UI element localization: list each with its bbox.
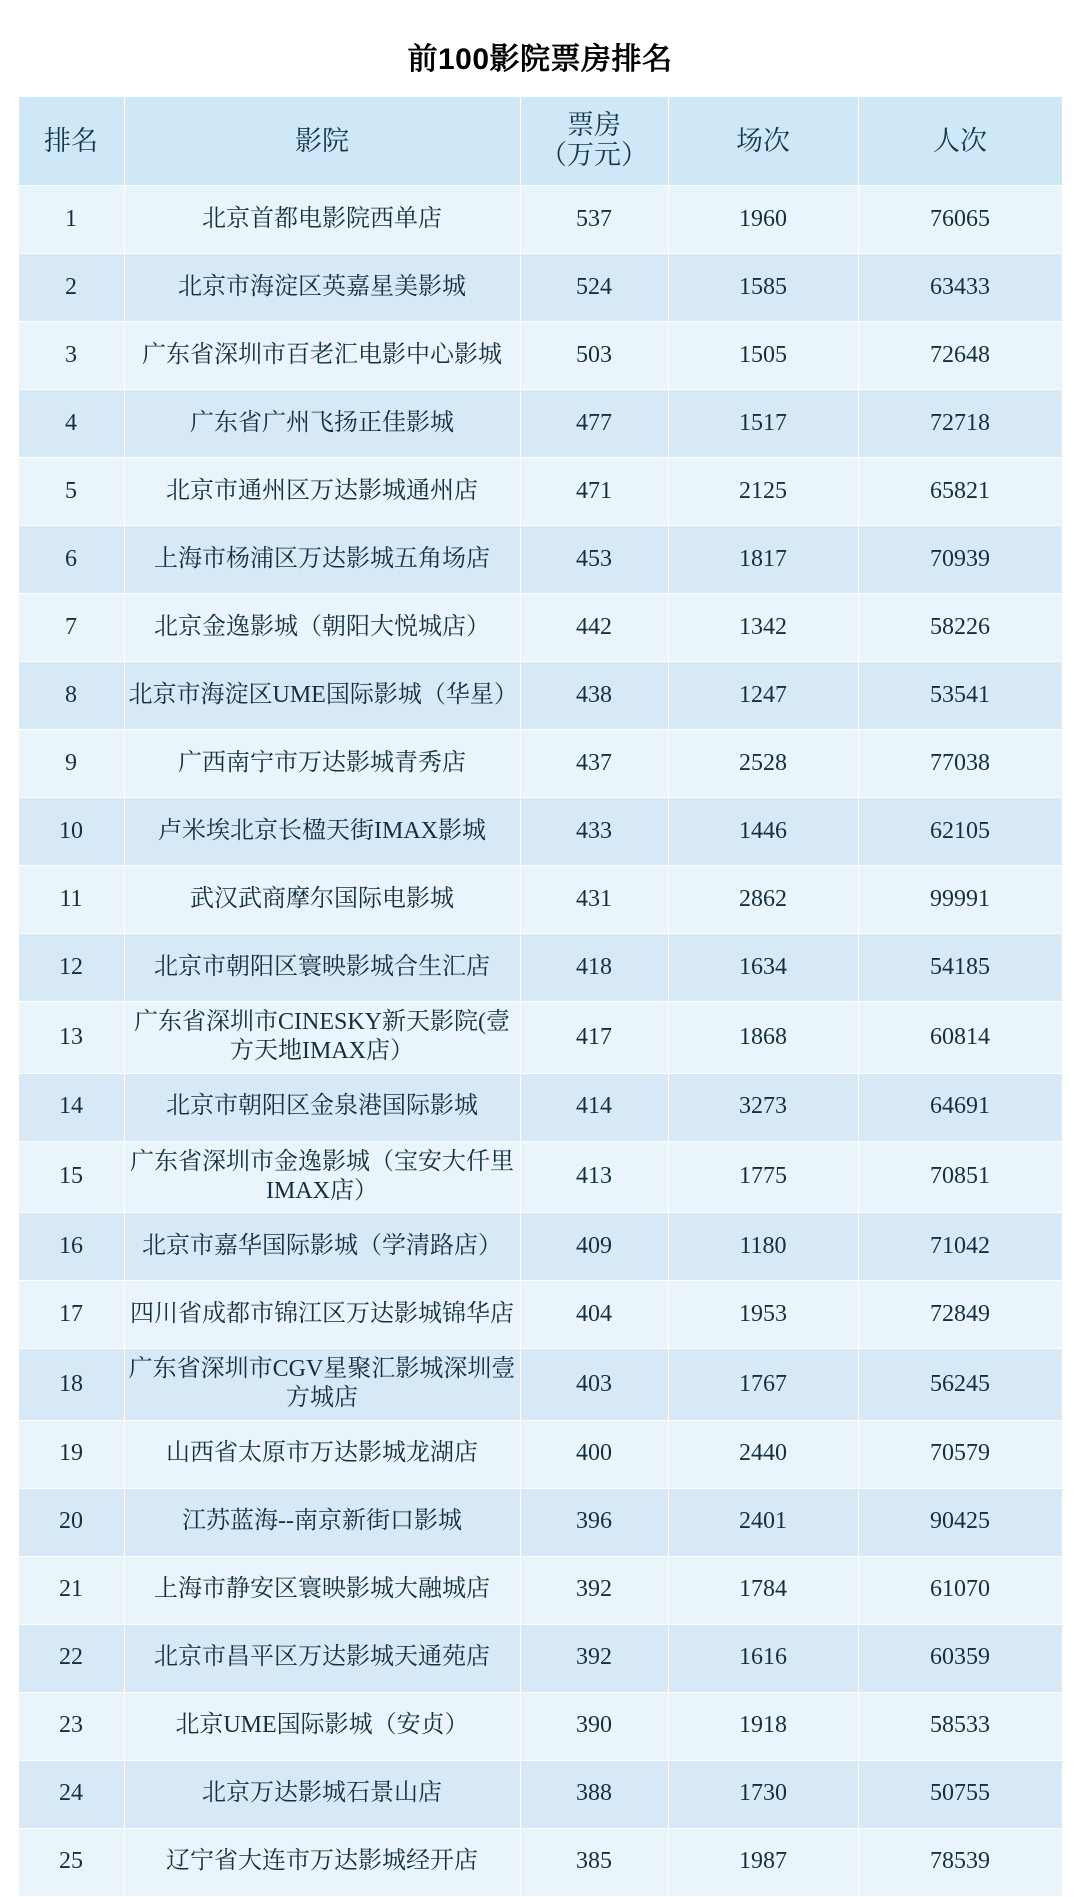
table-row [18, 390, 1062, 458]
column-header-shows: 场次 [668, 97, 858, 186]
cell-admissions: 53541 [858, 662, 1062, 730]
cell-shows: 1767 [668, 1349, 858, 1421]
cell-rank: 8 [18, 662, 124, 730]
cell-cinema-name: 上海市静安区寰映影城大融城店 [124, 1556, 520, 1624]
cell-box-office: 433 [520, 798, 668, 866]
cell-cinema-name: 北京市海淀区UME国际影城（华星） [124, 662, 520, 730]
table-row [18, 1760, 1062, 1828]
cell-shows: 1987 [668, 1828, 858, 1896]
cell-shows: 1585 [668, 254, 858, 322]
cell-cinema-name: 广东省深圳市百老汇电影中心影城 [124, 322, 520, 390]
cell-admissions: 77038 [858, 730, 1062, 798]
cell-shows: 2125 [668, 458, 858, 526]
table-row [18, 730, 1062, 798]
cell-box-office: 388 [520, 1760, 668, 1828]
table-row [18, 1420, 1062, 1488]
cell-cinema-name: 北京市朝阳区金泉港国际影城 [124, 1073, 520, 1141]
cell-rank: 21 [18, 1556, 124, 1624]
cell-box-office: 385 [520, 1828, 668, 1896]
cell-box-office: 524 [520, 254, 668, 322]
cell-box-office: 417 [520, 1002, 668, 1074]
cell-box-office: 438 [520, 662, 668, 730]
cell-shows: 2862 [668, 866, 858, 934]
cell-shows: 1342 [668, 594, 858, 662]
table-row [18, 934, 1062, 1002]
cell-cinema-name: 广东省深圳市CGV星聚汇影城深圳壹方城店 [124, 1349, 520, 1421]
cell-admissions: 70939 [858, 526, 1062, 594]
cell-cinema-name: 山西省太原市万达影城龙湖店 [124, 1420, 520, 1488]
table-row [18, 1349, 1062, 1421]
cell-admissions: 70851 [858, 1141, 1062, 1213]
table-row [18, 186, 1062, 254]
cell-shows: 1868 [668, 1002, 858, 1074]
cell-box-office: 471 [520, 458, 668, 526]
table-header-row [18, 97, 1062, 186]
cell-rank: 14 [18, 1073, 124, 1141]
cell-cinema-name: 北京万达影城石景山店 [124, 1760, 520, 1828]
cell-shows: 3273 [668, 1073, 858, 1141]
cell-admissions: 58226 [858, 594, 1062, 662]
cinema-box-office-table [18, 96, 1063, 1897]
cell-admissions: 70579 [858, 1420, 1062, 1488]
table-header [18, 97, 1062, 186]
cell-rank: 12 [18, 934, 124, 1002]
cell-cinema-name: 北京首都电影院西单店 [124, 186, 520, 254]
cell-admissions: 61070 [858, 1556, 1062, 1624]
cell-shows: 2440 [668, 1420, 858, 1488]
cell-rank: 20 [18, 1488, 124, 1556]
cell-box-office: 390 [520, 1692, 668, 1760]
cell-rank: 16 [18, 1213, 124, 1281]
page-title: 前100影院票房排名 [407, 43, 673, 76]
cell-rank: 5 [18, 458, 124, 526]
cell-cinema-name: 武汉武商摩尔国际电影城 [124, 866, 520, 934]
table-row [18, 1828, 1062, 1896]
table-row [18, 1213, 1062, 1281]
cell-rank: 18 [18, 1349, 124, 1421]
cell-admissions: 58533 [858, 1692, 1062, 1760]
column-header-box-office-line1: 票房 [567, 110, 621, 141]
cell-shows: 2528 [668, 730, 858, 798]
table-row [18, 526, 1062, 594]
table-row [18, 594, 1062, 662]
cell-box-office: 437 [520, 730, 668, 798]
cell-rank: 1 [18, 186, 124, 254]
cell-shows: 1634 [668, 934, 858, 1002]
table-row [18, 662, 1062, 730]
cell-shows: 1247 [668, 662, 858, 730]
cell-box-office: 396 [520, 1488, 668, 1556]
cell-box-office: 392 [520, 1624, 668, 1692]
table-row [18, 1624, 1062, 1692]
column-header-box-office-line2: （万元） [540, 140, 648, 170]
cell-rank: 17 [18, 1281, 124, 1349]
cell-box-office: 400 [520, 1420, 668, 1488]
cell-box-office: 503 [520, 322, 668, 390]
cell-cinema-name: 广东省深圳市CINESKY新天影院(壹方天地IMAX店） [124, 1002, 520, 1074]
cell-admissions: 76065 [858, 186, 1062, 254]
cell-rank: 23 [18, 1692, 124, 1760]
cell-admissions: 60814 [858, 1002, 1062, 1074]
cell-box-office: 537 [520, 186, 668, 254]
table-row [18, 322, 1062, 390]
cell-admissions: 64691 [858, 1073, 1062, 1141]
cell-rank: 10 [18, 798, 124, 866]
cell-cinema-name: 北京市嘉华国际影城（学清路店） [124, 1213, 520, 1281]
cell-box-office: 431 [520, 866, 668, 934]
cell-admissions: 50755 [858, 1760, 1062, 1828]
cell-cinema-name: 上海市杨浦区万达影城五角场店 [124, 526, 520, 594]
cell-shows: 1953 [668, 1281, 858, 1349]
table-row [18, 1692, 1062, 1760]
cell-shows: 1918 [668, 1692, 858, 1760]
cell-box-office: 453 [520, 526, 668, 594]
cell-cinema-name: 广东省广州飞扬正佳影城 [124, 390, 520, 458]
column-header-admissions: 人次 [858, 97, 1062, 186]
table-row [18, 1141, 1062, 1213]
cell-shows: 1730 [668, 1760, 858, 1828]
cell-admissions: 60359 [858, 1624, 1062, 1692]
table-row [18, 1281, 1062, 1349]
cell-cinema-name: 四川省成都市锦江区万达影城锦华店 [124, 1281, 520, 1349]
cell-admissions: 90425 [858, 1488, 1062, 1556]
cell-rank: 4 [18, 390, 124, 458]
table-row [18, 798, 1062, 866]
cell-cinema-name: 卢米埃北京长楹天街IMAX影城 [124, 798, 520, 866]
cell-box-office: 404 [520, 1281, 668, 1349]
column-header-cinema: 影院 [124, 97, 520, 186]
cell-cinema-name: 广西南宁市万达影城青秀店 [124, 730, 520, 798]
cell-admissions: 99991 [858, 866, 1062, 934]
cell-admissions: 78539 [858, 1828, 1062, 1896]
cell-shows: 1775 [668, 1141, 858, 1213]
table-row [18, 458, 1062, 526]
cell-box-office: 403 [520, 1349, 668, 1421]
cell-box-office: 442 [520, 594, 668, 662]
cell-rank: 6 [18, 526, 124, 594]
table-row [18, 1073, 1062, 1141]
table-body [18, 186, 1062, 1897]
cell-cinema-name: 广东省深圳市金逸影城（宝安大仟里IMAX店） [124, 1141, 520, 1213]
cell-rank: 25 [18, 1828, 124, 1896]
cell-admissions: 54185 [858, 934, 1062, 1002]
cell-rank: 3 [18, 322, 124, 390]
cell-cinema-name: 北京金逸影城（朝阳大悦城店） [124, 594, 520, 662]
cell-rank: 2 [18, 254, 124, 322]
cell-admissions: 56245 [858, 1349, 1062, 1421]
cell-shows: 1517 [668, 390, 858, 458]
cell-shows: 1180 [668, 1213, 858, 1281]
cell-admissions: 63433 [858, 254, 1062, 322]
cell-shows: 1960 [668, 186, 858, 254]
cell-shows: 2401 [668, 1488, 858, 1556]
cell-rank: 11 [18, 866, 124, 934]
cell-rank: 7 [18, 594, 124, 662]
cell-admissions: 62105 [858, 798, 1062, 866]
column-header-rank: 排名 [18, 97, 124, 186]
cell-box-office: 414 [520, 1073, 668, 1141]
cell-rank: 22 [18, 1624, 124, 1692]
table-row [18, 254, 1062, 322]
cell-admissions: 72718 [858, 390, 1062, 458]
cell-shows: 1616 [668, 1624, 858, 1692]
cell-admissions: 65821 [858, 458, 1062, 526]
cell-shows: 1784 [668, 1556, 858, 1624]
cell-box-office: 477 [520, 390, 668, 458]
cell-cinema-name: 辽宁省大连市万达影城经开店 [124, 1828, 520, 1896]
cell-rank: 19 [18, 1420, 124, 1488]
cell-rank: 13 [18, 1002, 124, 1074]
cell-shows: 1505 [668, 322, 858, 390]
column-header-box-office [520, 97, 668, 186]
cell-rank: 15 [18, 1141, 124, 1213]
cell-admissions: 71042 [858, 1213, 1062, 1281]
cell-rank: 9 [18, 730, 124, 798]
table-row [18, 1002, 1062, 1074]
cell-cinema-name: 江苏蓝海--南京新街口影城 [124, 1488, 520, 1556]
table-row [18, 1556, 1062, 1624]
cell-cinema-name: 北京市海淀区英嘉星美影城 [124, 254, 520, 322]
cell-shows: 1817 [668, 526, 858, 594]
cell-admissions: 72849 [858, 1281, 1062, 1349]
table-row [18, 1488, 1062, 1556]
cell-box-office: 392 [520, 1556, 668, 1624]
cell-cinema-name: 北京UME国际影城（安贞） [124, 1692, 520, 1760]
cell-box-office: 409 [520, 1213, 668, 1281]
cell-admissions: 72648 [858, 322, 1062, 390]
table-row [18, 866, 1062, 934]
cell-box-office: 418 [520, 934, 668, 1002]
cell-box-office: 413 [520, 1141, 668, 1213]
cell-rank: 24 [18, 1760, 124, 1828]
cell-cinema-name: 北京市通州区万达影城通州店 [124, 458, 520, 526]
cell-cinema-name: 北京市昌平区万达影城天通苑店 [124, 1624, 520, 1692]
cell-cinema-name: 北京市朝阳区寰映影城合生汇店 [124, 934, 520, 1002]
cell-shows: 1446 [668, 798, 858, 866]
